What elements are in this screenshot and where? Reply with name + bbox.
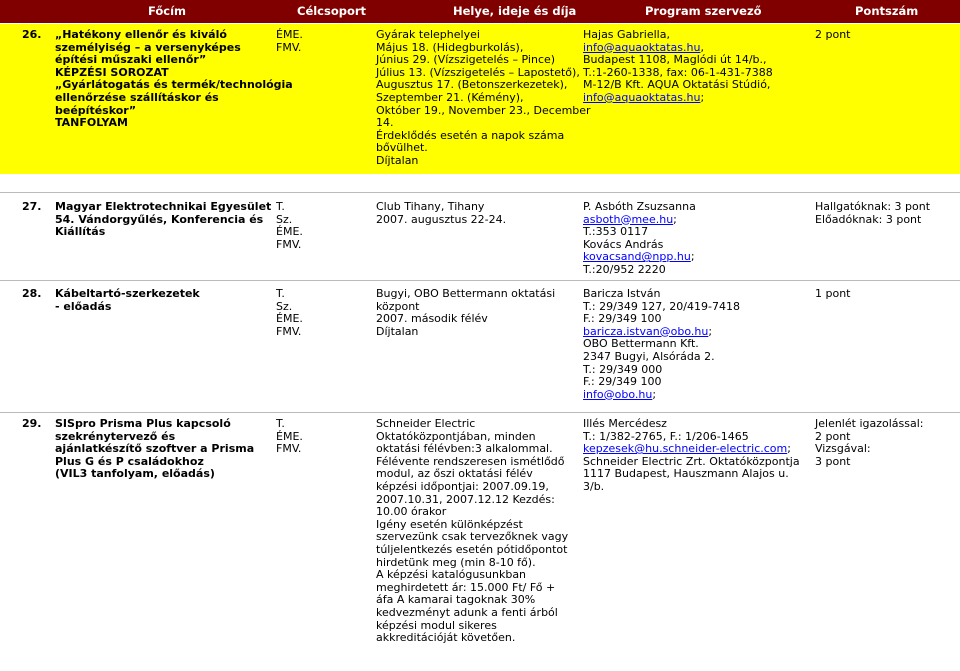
table-row-28 <box>0 283 960 407</box>
email-link[interactable]: kovacsand@npp.hu <box>583 250 691 264</box>
table-header <box>0 0 960 23</box>
row-points: Hallgatóknak: 3 pont Előadóknak: 3 pont <box>815 200 931 226</box>
row-organizer: P. Asbóth Zsuzsanna asboth@mee.hu; T.:353 0117 Kovács András kovacsand@npp.hu; T.:20/952 2220 <box>583 200 696 276</box>
row-target-group: T. Sz. ÉME. FMV. <box>276 287 303 338</box>
row-place-date: Bugyi, OBO Bettermann oktatási központ 2007. második félév Díjtalan <box>376 287 556 338</box>
email-link[interactable]: baricza.istvan@obo.hu <box>583 324 709 338</box>
row-divider <box>0 280 960 281</box>
email-link[interactable]: info@aquaoktatas.hu <box>583 40 701 54</box>
header-pontszam: Pontszám <box>855 4 919 18</box>
email-link[interactable]: asboth@mee.hu <box>583 212 674 226</box>
header-celcsoport: Célcsoport <box>297 4 367 18</box>
table-row-27 <box>0 196 960 282</box>
email-link[interactable]: kepzesek@hu.schneider-electric.com <box>583 442 788 456</box>
row-place-date: Gyárak telephelyei Május 18. (Hidegburkolás), Június 29. (Vízszigetelés – Pince) Július 13. (Vízszigetelés – Lapostető), Augusztus 17. (Betonszerkezetek), Szeptember 21. (Kémény), Október 19., November 23., December 14. Érdeklődés esetén a napok száma bővülhet. Díjtalan <box>376 28 591 167</box>
row-organizer: Illés Mercédesz T.: 1/382-2765, F.: 1/206-1465 kepzesek@hu.schneider-electric.com; Schneider Electric Zrt. Oktatóközpontja 1117 Budapest, Hauszmann Alajos u. 3/b. <box>583 417 800 493</box>
row-title: SISpro Prisma Plus kapcsoló szekrénytervező és ajánlatkészítő szoftver a Prisma Plus G és P családokhoz (VIL3 tanfolyam, előadás) <box>55 417 255 481</box>
row-target-group: T. Sz. ÉME. FMV. <box>276 200 303 251</box>
row-place-date: Club Tihany, Tihany 2007. augusztus 22-24. <box>376 200 507 226</box>
email-link[interactable]: info@obo.hu <box>583 387 653 401</box>
row-target-group: ÉME. FMV. <box>276 28 303 54</box>
row-number: 29. <box>22 417 42 430</box>
header-helye: Helye, ideje és díja <box>453 4 577 18</box>
row-title: Magyar Elektrotechnikai Egyesület 54. Vándorgyűlés, Konferencia és Kiállítás <box>55 200 272 239</box>
row-title: „Hatékony ellenőr és kiváló személyiség – a versenyképes építési műszaki ellenőr” KÉPZÉSI SOROZAT „Gyárlátogatás és termék/technológia ellenőrzése szállításkor és beépítéskor” TANFOLYAM <box>55 28 293 130</box>
row-number: 26. <box>22 28 42 41</box>
header-focim: Főcím <box>148 4 187 18</box>
row-organizer: Hajas Gabriella, info@aquaoktatas.hu, Budapest 1108, Maglódi út 14/b., T.:1-260-1338, fax: 06-1-431-7388 M-12/B Kft. AQUA Oktatási Stúdió, info@aquaoktatas.hu; <box>583 28 773 104</box>
row-title: Kábeltartó-szerkezetek - előadás <box>55 287 200 313</box>
row-place-date: Schneider Electric Oktatóközpontjában, minden oktatási félévben:3 alkalommal. Félévente rendszeresen ismétlődő modul, az őszi oktatási félév képzési időpontjai: 2007.09.19, 2007.10.31, 2007.12.12 Kezdés: 10.00 órakor Igény esetén különképzést szervezünk csak tervezőknek vagy túljelentkezés esetén pótidőpontot hirdetünk meg (min 8-10 fő). A képzési katalógusunkban meghirdetett ár: 15.000 Ft/ Fő + áfa A kamarai tagoknak 30% kedvezményt adunk a fenti árból képzési modul sikeres akkreditációját követően. <box>376 417 569 645</box>
row-number: 28. <box>22 287 42 300</box>
email-link[interactable]: info@aquaoktatas.hu <box>583 90 701 104</box>
row-number: 27. <box>22 200 42 213</box>
table-row-29 <box>0 413 960 653</box>
header-szervezo: Program szervező <box>645 4 762 18</box>
table-row-26 <box>0 24 960 174</box>
row-divider <box>0 192 960 193</box>
row-organizer: Baricza István T.: 29/349 127, 20/419-7418 F.: 29/349 100 baricza.istvan@obo.hu; OBO Bettermann Kft. 2347 Bugyi, Alsóráda 2. T.: 29/349 000 F.: 29/349 100 info@obo.hu; <box>583 287 740 401</box>
row-points: Jelenlét igazolással: 2 pont Vizsgával: 3 pont <box>815 417 924 468</box>
row-target-group: T. ÉME. FMV. <box>276 417 303 456</box>
row-points: 2 pont <box>815 28 851 41</box>
row-points: 1 pont <box>815 287 851 300</box>
